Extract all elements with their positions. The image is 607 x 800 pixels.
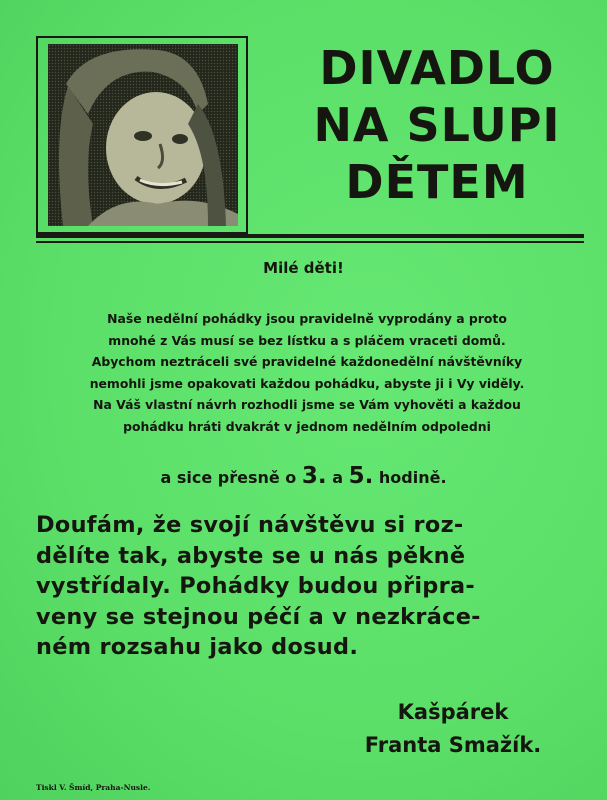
times-prefix: a sice přesně o (160, 468, 297, 487)
times-joiner: a (332, 468, 343, 487)
jester-portrait-image (48, 44, 238, 226)
hour-one: 3. (301, 463, 327, 489)
message-line: veny se stejnou péčí a v nezkráce- (36, 603, 481, 630)
signature-line-2: Franta Smažík. (364, 733, 542, 757)
paragraph-line: Abychom neztráceli své pravidelné každonedělní návštěvníky (91, 354, 523, 370)
message-line: ném rozsahu jako dosud. (36, 634, 359, 661)
signature-line-1: Kašpárek (397, 700, 509, 724)
hour-two: 5. (348, 463, 374, 489)
message-line: dělíte tak, abyste se u nás pěkně (36, 542, 466, 569)
announcement-paragraph (22, 308, 592, 438)
main-message (36, 510, 584, 663)
title-line-2: NA SLUPI (313, 98, 561, 152)
paragraph-line: Na Váš vlastní návrh rozhodli jsme se Vám vyhověti a každou (93, 397, 521, 413)
title-line-3: DĚTEM (345, 155, 529, 209)
paragraph-line: pohádku hráti dvakrát v jednom nedělním odpoledni (123, 418, 491, 434)
showtimes-line (0, 463, 607, 489)
greeting: Milé děti! (263, 259, 344, 277)
jester-portrait-icon (48, 44, 238, 226)
message-line: vystřídaly. Pohádky budou připra- (36, 573, 475, 600)
message-line: Doufám, že svojí návštěvu si roz- (36, 512, 464, 538)
title-line-1: DIVADLO (319, 41, 555, 95)
printer-credit: Tiskl V. Šmíd, Praha-Nusle. (36, 783, 151, 792)
poster-title (282, 40, 592, 211)
divider-thin (36, 241, 584, 243)
paragraph-line: mnohé z Vás musí se bez lístku a s pláčem vraceti domů. (108, 332, 506, 348)
signature (330, 696, 576, 762)
divider-thick (36, 234, 584, 238)
paragraph-line: nemohli jsme opakovati každou pohádku, abyste ji i Vy viděly. (89, 375, 525, 391)
paragraph-line: Naše nedělní pohádky jsou pravidelně vyprodány a proto (107, 311, 507, 326)
times-suffix: hodině. (378, 468, 447, 487)
